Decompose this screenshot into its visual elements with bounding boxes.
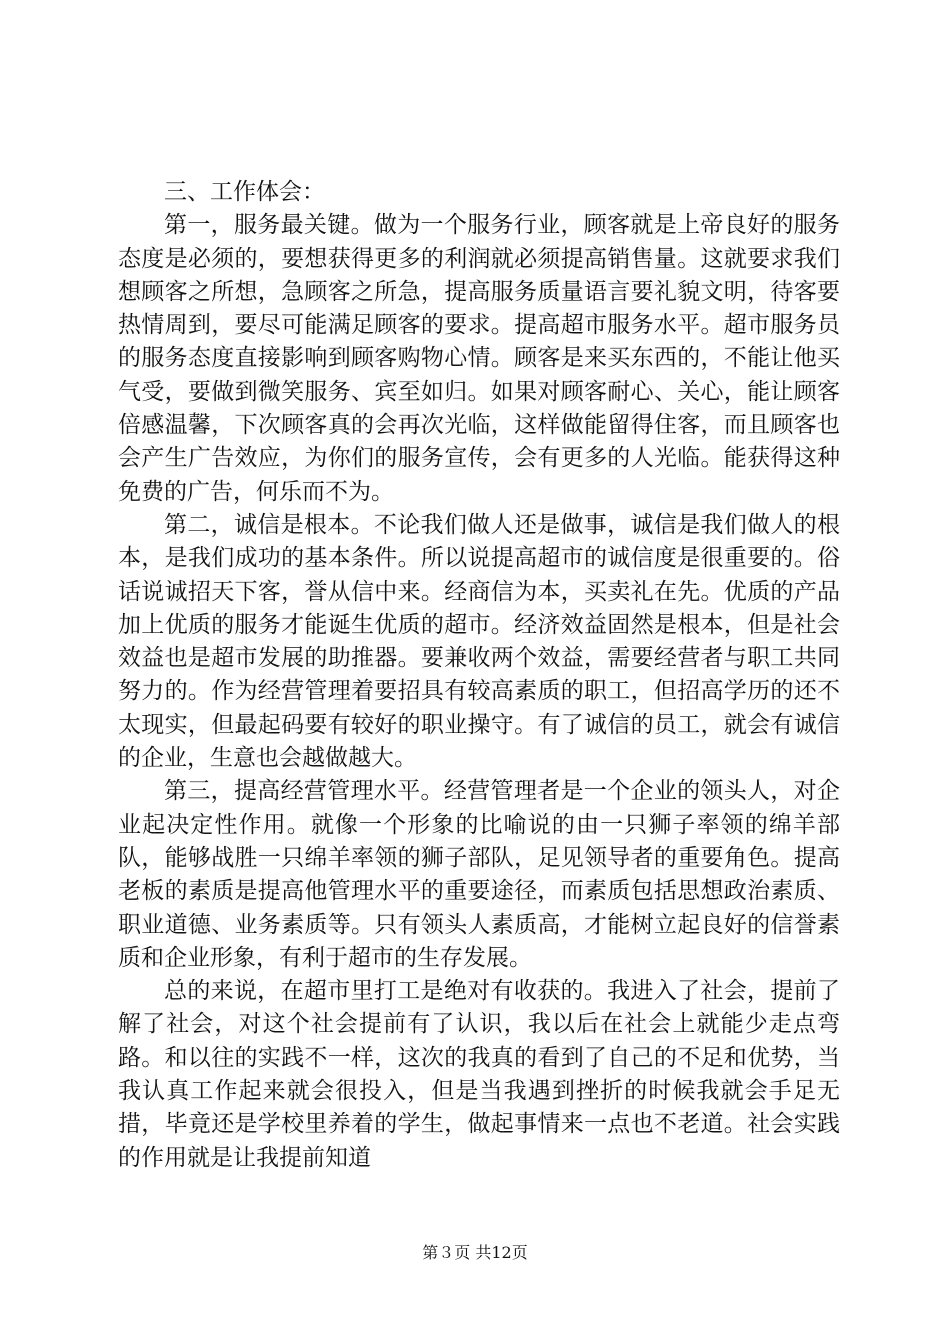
section-heading: 三、工作体会： <box>164 179 325 205</box>
paragraph-management: 第三，提高经营管理水平。经营管理者是一个企业的领头人，对企业起决定性作用。就像一个形象的比喻说的由一只狮子率领的绵羊部队，能够战胜一只绵羊率领的狮子部队，足见领导者的重要角色。提高老板的素质是提高他管理水平的重要途径，而素质包括思想政治素质、职业道德、业务素质等。只有领头人素质高，才能树立起良好的信誉素质和企业形象，有利于超市的生存发展。 <box>118 778 840 971</box>
paragraph-summary: 总的来说，在超市里打工是绝对有收获的。我进入了社会，提前了解了社会，对这个社会提前有了认识，我以后在社会上就能少走点弯路。和以往的实践不一样，这次的我真的看到了自己的不足和优势，当我认真工作起来就会很投入，但是当我遇到挫折的时候我就会手足无措，毕竟还是学校里养着的学生，做起事情来一点也不老道。社会实践的作用就是让我提前知道 <box>118 978 840 1171</box>
page-number-footer: 第３页 共12页 <box>422 1243 528 1262</box>
paragraph-service: 第一，服务最关键。做为一个服务行业，顾客就是上帝良好的服务态度是必须的，要想获得更多的利润就必须提高销售量。这就要求我们想顾客之所想，急顾客之所急，提高服务质量语言要礼貌文明，待客要热情周到，要尽可能满足顾客的要求。提高超市服务水平。超市服务员的服务态度直接影响到顾客购物心情。顾客是来买东西的，不能让他买气受，要做到微笑服务、宾至如归。如果对顾客耐心、关心，能让顾客倍感温馨，下次顾客真的会再次光临，这样做能留得住客，而且顾客也会产生广告效应，为你们的服务宣传，会有更多的人光临。能获得这种免费的广告，何乐而不为。 <box>118 212 840 505</box>
paragraph-integrity: 第二，诚信是根本。不论我们做人还是做事，诚信是我们做人的根本，是我们成功的基本条件。所以说提高超市的诚信度是很重要的。俗话说诚招天下客，誉从信中来。经商信为本，买卖礼在先。优质的产品加上优质的服务才能诞生优质的超市。经济效益固然是根本，但是社会效益也是超市发展的助推器。要兼收两个效益，需要经营者与职工共同努力的。作为经营管理着要招具有较高素质的职工，但招高学历的还不太现实，但最起码要有较好的职业操守。有了诚信的员工，就会有诚信的企业，生意也会越做越大。 <box>118 511 840 772</box>
document-body <box>118 176 840 1175</box>
